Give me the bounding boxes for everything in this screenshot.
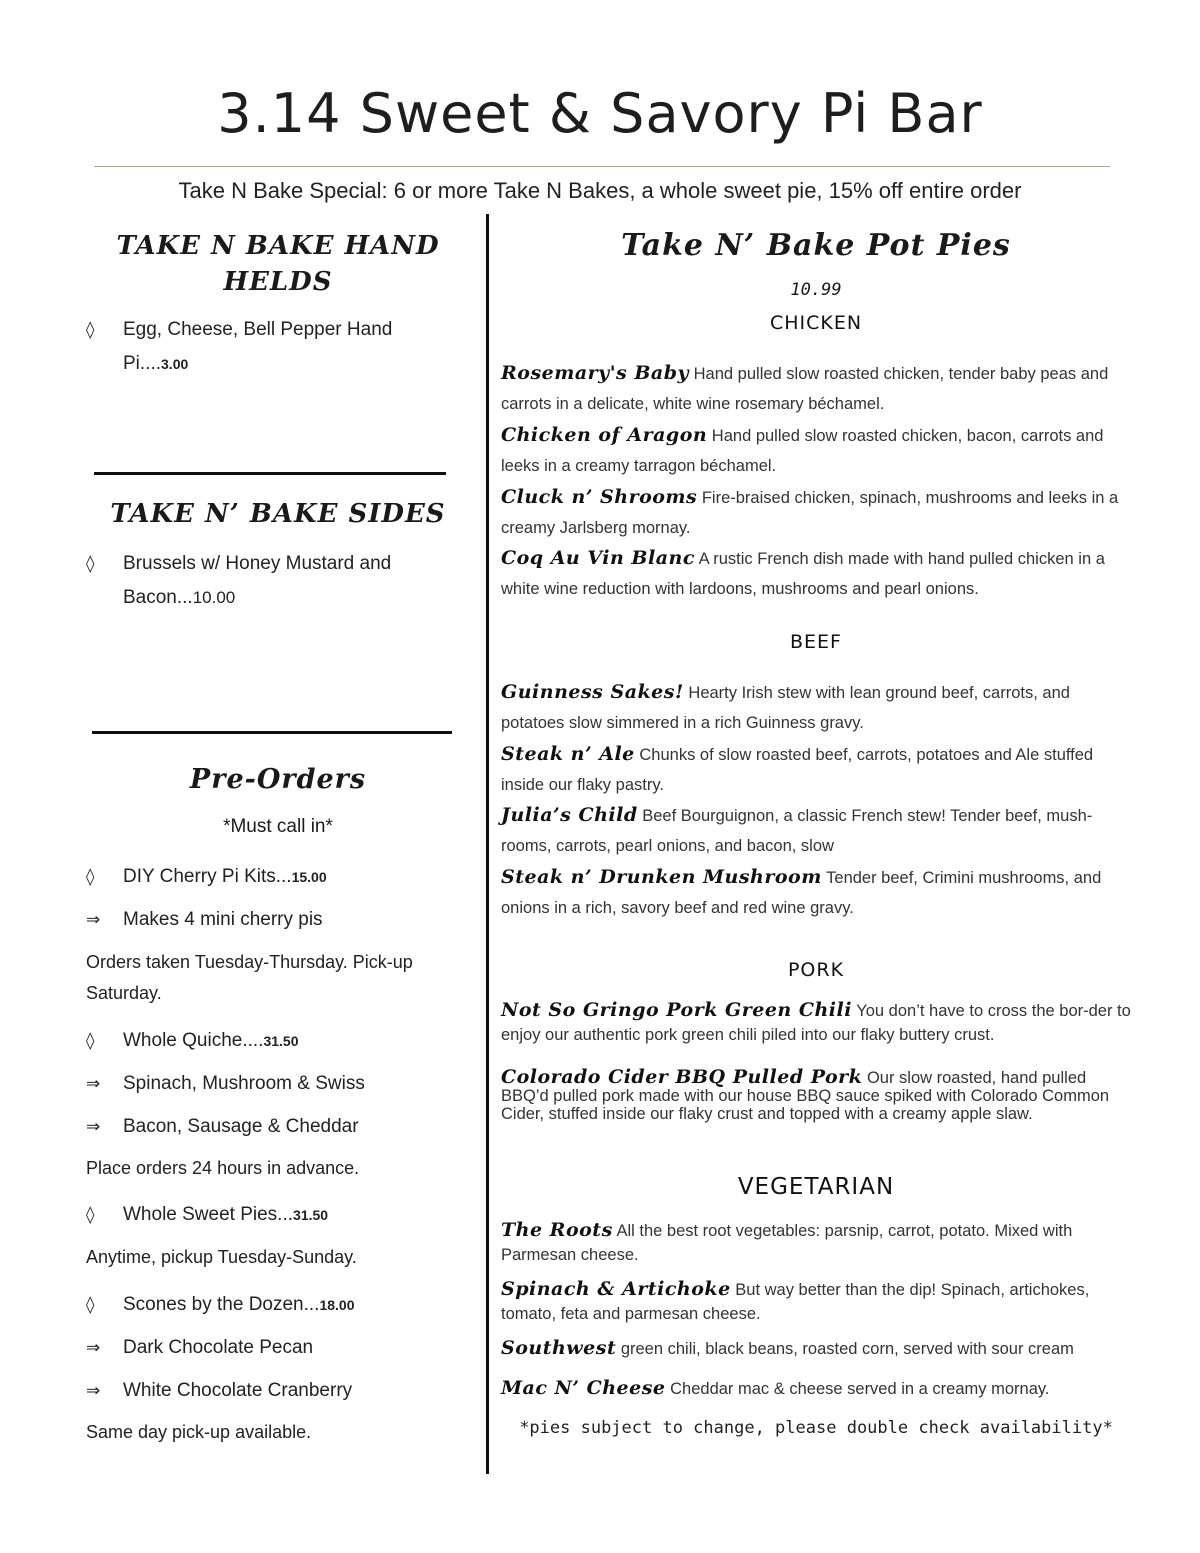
item-name: Rosemary's Baby [501,362,690,384]
category-chicken: CHICKEN [769,312,863,334]
item-desc: green chili, black beans, roasted corn, served with sour cream [620,1340,1074,1358]
menu-item [501,1218,1131,1267]
item-detail: Spinach, Mushroom & Swiss [123,1073,365,1094]
handhelds-heading-line2: HELDS [223,267,333,297]
handhelds-heading [96,228,460,300]
item-price: 31.50 [293,1207,329,1223]
potpies-price: 10.99 [790,280,842,300]
item-price: 18.00 [319,1297,355,1313]
item-desc: Our slow roasted, hand pulled BBQ’d pulled pork made with our house BBQ sauce spiked with Colorado Common Cider, stuffed inside our flaky crust and topped with a creamy apple slaw. [501,1069,1110,1123]
menu-item [501,1277,1131,1326]
diamond-icon: ◊ [86,1031,95,1051]
menu-item [501,1068,1131,1123]
item-name: Cluck n’ Shrooms [501,486,698,508]
menu-item [501,358,1131,419]
column-divider [486,214,489,1474]
availability-footnote: *pies subject to change, please double check availability* [519,1418,1113,1438]
arrow-icon: ⇒ [86,1381,101,1401]
menu-item [501,862,1131,923]
item-name: Whole Sweet Pies... [123,1204,294,1225]
item-name: Not So Gringo Pork Green Chili [501,999,852,1021]
arrow-icon: ⇒ [86,910,101,930]
item-desc: Chunks of slow roasted beef, carrots, potatoes and Ale stuffed inside our flaky pastry. [501,746,1094,794]
menu-item [501,1376,1131,1401]
item-desc: Hearty Irish stew with lean ground beef, carrots, and potatoes slow simmered in a rich Guinness gravy. [501,684,1070,732]
menu-item [501,677,1131,738]
item-name: DIY Cherry Pi Kits... [123,866,292,887]
item-price: 31.50 [263,1033,299,1049]
item-desc: Hand pulled slow roasted chicken, tender baby peas and carrots in a delicate, white wine rosemary béchamel. [501,365,1109,413]
diamond-icon: ◊ [86,320,95,340]
item-name: Whole Quiche.... [123,1030,264,1051]
menu-item [501,482,1131,543]
item-price: 15.00 [291,869,327,885]
menu-item [501,739,1131,800]
category-beef: BEEF [790,631,842,653]
order-note: Anytime, pickup Tuesday-Sunday. [86,1247,357,1267]
item-name: Julia’s Child [501,804,638,826]
item-desc: A rustic French dish made with hand pulled chicken in a white wine reduction with lardoons, mushrooms and pearl onions. [501,550,1105,598]
item-name: Egg, Cheese, Bell Pepper Hand Pi.... [123,319,393,374]
diamond-icon: ◊ [86,1205,95,1225]
item-desc: Beef Bourguignon, a classic French stew! Tender beef, mush-rooms, carrots, pearl onions, and bacon, slow [501,807,1093,855]
item-desc: You don’t have to cross the bor-der to enjoy our authentic pork green chili piled into our flaky buttery crust. [501,1002,1131,1044]
diamond-icon: ◊ [86,554,95,574]
menu-item [501,543,1131,604]
menu-item [501,800,1131,861]
item-name: Steak n’ Ale [501,743,635,765]
arrow-icon: ⇒ [86,1338,101,1358]
sides-heading: TAKE N’ BAKE SIDES [110,499,446,529]
item-detail: Makes 4 mini cherry pis [123,909,323,930]
item-desc: Cheddar mac & cheese served in a creamy mornay. [670,1380,1050,1398]
item-name: Spinach & Artichoke [501,1278,731,1300]
handhelds-heading-line1: TAKE N BAKE HAND [116,231,440,261]
item-desc: Tender beef, Crimini mushrooms, and onions in a rich, savory beef and red wine gravy. [501,869,1102,917]
item-name: Steak n’ Drunken Mushroom [501,866,822,888]
item-name: Guinness Sakes! [501,681,684,703]
menu-item [501,1336,1131,1361]
special-offer: Take N Bake Special: 6 or more Take N Bakes, a whole sweet pie, 15% off entire order [178,178,1022,203]
menu-item [501,998,1131,1047]
item-detail: Dark Chocolate Pecan [123,1337,314,1358]
item-desc: All the best root vegetables: parsnip, carrot, potato. Mixed with Parmesan cheese. [501,1222,1073,1264]
category-vegetarian: VEGETARIAN [737,1174,895,1200]
item-price: 10.00 [192,588,236,607]
section-divider [94,472,446,475]
item-name: Coq Au Vin Blanc [501,547,695,569]
arrow-icon: ⇒ [86,1117,101,1137]
item-detail: White Chocolate Cranberry [123,1380,353,1401]
item-name: The Roots [501,1219,613,1241]
item-desc: Hand pulled slow roasted chicken, bacon, carrots and leeks in a creamy tarragon béchamel. [501,427,1104,475]
section-divider [92,731,452,734]
diamond-icon: ◊ [86,867,95,887]
order-note: Orders taken Tuesday-Thursday. Pick-up Saturday. [86,952,413,1003]
item-name: Colorado Cider BBQ Pulled Pork [501,1066,863,1088]
item-name: Chicken of Aragon [501,424,708,446]
potpies-heading: Take N’ Bake Pot Pies [621,228,1011,263]
order-note: Same day pick-up available. [86,1422,312,1442]
preorders-subheading: *Must call in* [223,816,333,837]
item-price: 3.00 [161,356,189,372]
diamond-icon: ◊ [86,1295,95,1315]
arrow-icon: ⇒ [86,1074,101,1094]
preorders-heading: Pre-Orders [189,764,367,795]
item-desc: Fire-braised chicken, spinach, mushrooms and leeks in a creamy Jarlsberg mornay. [501,489,1119,537]
item-name: Southwest [501,1337,617,1359]
item-name: Scones by the Dozen... [123,1294,320,1315]
title-divider [94,166,1110,167]
item-desc: But way better than the dip! Spinach, artichokes, tomato, feta and parmesan cheese. [501,1281,1090,1323]
page-title: 3.14 Sweet & Savory Pi Bar [217,82,983,145]
item-name: Mac N’ Cheese [501,1377,666,1399]
menu-item [501,420,1131,481]
category-pork: PORK [787,959,845,981]
item-detail: Bacon, Sausage & Cheddar [123,1116,359,1137]
item-name: Brussels w/ Honey Mustard and Bacon... [123,553,392,608]
order-note: Place orders 24 hours in advance. [86,1158,360,1178]
